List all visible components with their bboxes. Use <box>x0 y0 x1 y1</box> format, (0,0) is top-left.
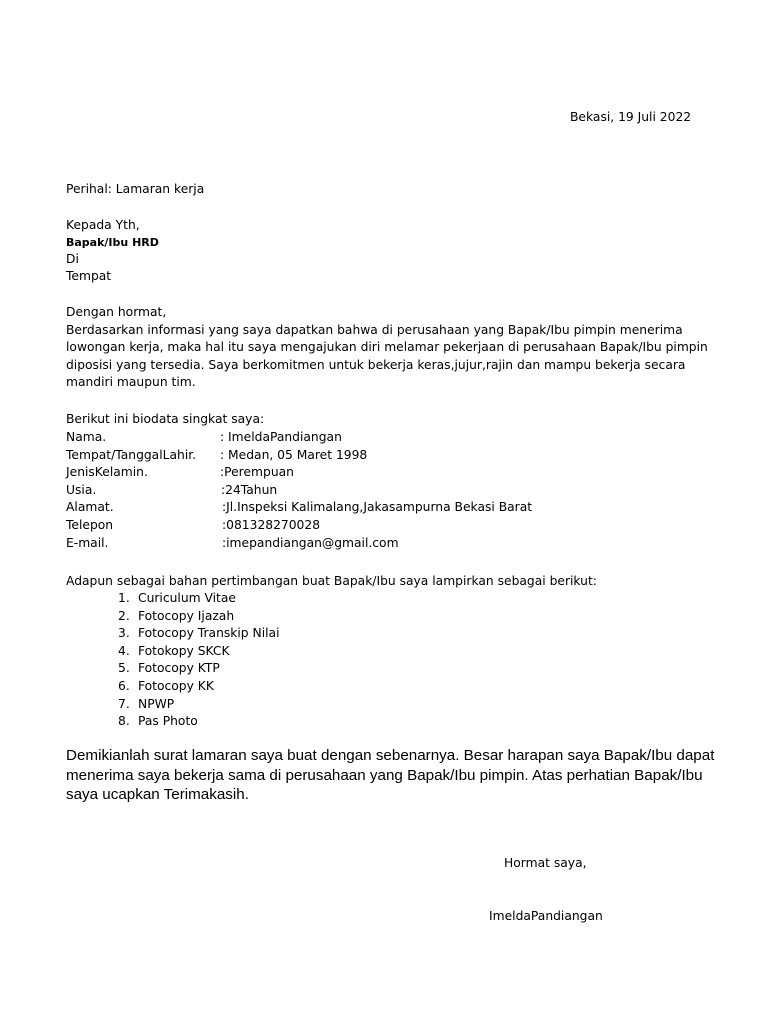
list-number: 5. <box>118 661 130 676</box>
recipient-line: Bapak/Ibu HRD <box>66 236 159 249</box>
list-item <box>118 713 280 731</box>
biodata-label: JenisKelamin. <box>66 465 148 480</box>
biodata-value: :24Tahun <box>221 482 278 497</box>
body-line: lowongan kerja, maka hal itu saya mengajukan diri melamar pekerjaan di perusahaan Bapak/Ibu pimpin <box>66 340 708 354</box>
biodata-value: :imepandiangan@gmail.com <box>222 535 399 550</box>
closing-line: menerima saya bekerja sama di perusahaan yang Bapak/Ibu pimpin. Atas perhatian Bapak/Ibu <box>66 766 703 784</box>
list-number: 7. <box>118 696 130 711</box>
list-item <box>118 608 280 626</box>
biodata-value: : ImeldaPandiangan <box>220 430 342 444</box>
list-text: NPWP <box>138 696 175 711</box>
list-text: Fotokopy SKCK <box>138 643 230 658</box>
list-item <box>118 678 280 696</box>
closing-line: saya ucapkan Terimakasih. <box>66 786 249 803</box>
attachments-intro: Adapun sebagai bahan pertimbangan buat Bapak/Ibu saya lampirkan sebagai berikut: <box>66 574 597 588</box>
list-item <box>118 660 280 678</box>
list-item <box>118 590 280 608</box>
list-number: 6. <box>118 678 130 693</box>
biodata-intro: Berikut ini biodata singkat saya: <box>66 412 265 426</box>
body-line: diposisi yang tersedia. Saya berkomitmen untuk bekerja keras,jujur,rajin dan mampu bekerja secara <box>66 357 686 372</box>
biodata-label: Usia. <box>66 482 97 497</box>
regards: Hormat saya, <box>504 856 587 870</box>
list-item <box>118 643 280 661</box>
recipient-block <box>66 217 159 285</box>
biodata-label: Telepon <box>66 517 114 532</box>
list-text: Curiculum Vitae <box>138 591 236 605</box>
list-number: 4. <box>118 643 130 658</box>
list-text: Fotocopy KK <box>138 678 214 693</box>
signer-name: ImeldaPandiangan <box>489 909 603 923</box>
biodata-label: Alamat. <box>66 500 114 515</box>
list-item <box>118 625 280 643</box>
biodata-value: :081328270028 <box>222 517 321 532</box>
list-number: 1. <box>118 591 130 605</box>
list-number: 8. <box>118 714 130 729</box>
letter-subject: Perihal: Lamaran kerja <box>66 182 205 196</box>
opening-paragraph <box>66 304 726 392</box>
list-text: Fotocopy Transkip Nilai <box>138 626 280 641</box>
closing-paragraph <box>66 746 714 805</box>
biodata-value: : Medan, 05 Maret 1998 <box>220 447 368 462</box>
list-text: Fotocopy KTP <box>138 661 220 676</box>
list-item <box>118 696 280 714</box>
biodata-label: Tempat/TanggalLahir. <box>66 447 197 462</box>
body-line: mandiri maupun tim. <box>66 375 196 389</box>
list-number: 3. <box>118 626 130 641</box>
salutation: Dengan hormat, <box>66 305 167 319</box>
recipient-line: Di <box>66 252 79 266</box>
letter-date: Bekasi, 19 Juli 2022 <box>570 110 692 124</box>
recipient-line: Tempat <box>66 269 112 283</box>
attachments-list <box>118 590 280 731</box>
list-text: Pas Photo <box>138 714 198 729</box>
list-number: 2. <box>118 608 130 623</box>
biodata-value: :Jl.Inspeksi Kalimalang,Jakasampurna Bekasi Barat <box>222 500 533 515</box>
biodata-label: E-mail. <box>66 535 109 550</box>
biodata-label: Nama. <box>66 430 107 444</box>
recipient-line: Kepada Yth, <box>66 218 140 232</box>
closing-line: Demikianlah surat lamaran saya buat dengan sebenarnya. Besar harapan saya Bapak/Ibu dapat <box>66 747 715 764</box>
body-line: Berdasarkan informasi yang saya dapatkan bahwa di perusahaan yang Bapak/Ibu pimpin menerima <box>66 322 683 337</box>
biodata-value: :Perempuan <box>220 465 294 480</box>
list-text: Fotocopy Ijazah <box>138 608 235 623</box>
